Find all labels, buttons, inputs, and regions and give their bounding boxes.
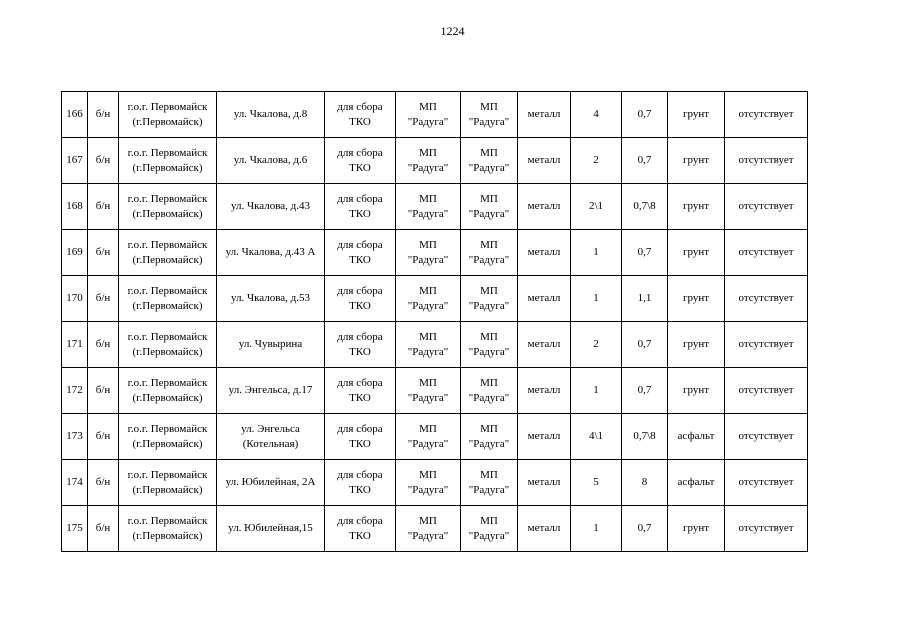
cell-municipality-line: г.о.г. Первомайск bbox=[127, 330, 208, 343]
cell-municipality bbox=[119, 230, 217, 276]
cell-container-count: 2 bbox=[571, 138, 622, 184]
cell-municipality-line: г.о.г. Первомайск bbox=[127, 422, 208, 435]
cell-material: металл bbox=[518, 230, 571, 276]
cell-material: металл bbox=[518, 138, 571, 184]
cell-purpose bbox=[325, 506, 396, 552]
cell-address-line: ул. Чувырина bbox=[238, 338, 303, 350]
cell-operator-line: "Радуга" bbox=[468, 115, 510, 128]
table-row bbox=[62, 230, 808, 276]
table-body bbox=[62, 92, 808, 552]
cell-municipality-line: г.о.г. Первомайск bbox=[127, 100, 208, 113]
cell-container-volume: 1,1 bbox=[622, 276, 668, 322]
cell-surface: грунт bbox=[668, 184, 725, 230]
cell-purpose-line: для сбора bbox=[337, 238, 383, 251]
cell-municipality bbox=[119, 414, 217, 460]
cell-operator-line: "Радуга" bbox=[468, 483, 510, 496]
cell-registry-number: б/н bbox=[88, 368, 119, 414]
cell-municipality-line: г.о.г. Первомайск bbox=[127, 238, 208, 251]
cell-operator-line: МП bbox=[480, 284, 498, 297]
cell-container-count: 2\1 bbox=[571, 184, 622, 230]
cell-owner bbox=[396, 322, 461, 368]
cell-purpose-line: для сбора bbox=[337, 376, 383, 389]
cell-municipality-line: г.о.г. Первомайск bbox=[127, 284, 208, 297]
cell-surface: грунт bbox=[668, 322, 725, 368]
cell-purpose bbox=[325, 184, 396, 230]
cell-address bbox=[217, 368, 325, 414]
cell-purpose-line: для сбора bbox=[337, 100, 383, 113]
cell-municipality-line: г.о.г. Первомайск bbox=[127, 146, 208, 159]
cell-purpose-line: ТКО bbox=[349, 437, 371, 450]
cell-purpose-line: ТКО bbox=[349, 529, 371, 542]
cell-address bbox=[217, 460, 325, 506]
cell-municipality-line: (г.Первомайск) bbox=[132, 437, 203, 450]
cell-municipality-line: (г.Первомайск) bbox=[132, 391, 203, 404]
cell-address bbox=[217, 138, 325, 184]
cell-fence: отсутствует bbox=[725, 414, 808, 460]
cell-address bbox=[217, 506, 325, 552]
cell-purpose-line: ТКО bbox=[349, 391, 371, 404]
cell-container-count: 1 bbox=[571, 230, 622, 276]
cell-container-volume: 0,7 bbox=[622, 230, 668, 276]
cell-purpose-line: для сбора bbox=[337, 422, 383, 435]
cell-container-volume: 0,7 bbox=[622, 92, 668, 138]
cell-purpose bbox=[325, 322, 396, 368]
cell-municipality-line: (г.Первомайск) bbox=[132, 299, 203, 312]
cell-operator bbox=[461, 368, 518, 414]
cell-address bbox=[217, 276, 325, 322]
cell-material: металл bbox=[518, 276, 571, 322]
table-row bbox=[62, 92, 808, 138]
cell-material: металл bbox=[518, 460, 571, 506]
cell-owner-line: "Радуга" bbox=[407, 391, 449, 404]
cell-municipality bbox=[119, 506, 217, 552]
cell-municipality-line: (г.Первомайск) bbox=[132, 253, 203, 266]
cell-number: 171 bbox=[62, 322, 88, 368]
cell-fence: отсутствует bbox=[725, 138, 808, 184]
page-number: 1224 bbox=[440, 24, 465, 38]
cell-fence: отсутствует bbox=[725, 276, 808, 322]
cell-fence: отсутствует bbox=[725, 460, 808, 506]
cell-owner bbox=[396, 414, 461, 460]
cell-operator bbox=[461, 506, 518, 552]
table-row bbox=[62, 460, 808, 506]
cell-municipality-line: г.о.г. Первомайск bbox=[127, 468, 208, 481]
cell-material: металл bbox=[518, 414, 571, 460]
cell-owner-line: МП bbox=[419, 376, 437, 389]
cell-municipality bbox=[119, 368, 217, 414]
cell-container-count: 4\1 bbox=[571, 414, 622, 460]
cell-owner-line: "Радуга" bbox=[407, 161, 449, 174]
cell-address-line: ул. Юбилейная, 2А bbox=[225, 476, 316, 488]
cell-registry-number: б/н bbox=[88, 138, 119, 184]
cell-owner bbox=[396, 276, 461, 322]
cell-number: 169 bbox=[62, 230, 88, 276]
cell-purpose-line: ТКО bbox=[349, 161, 371, 174]
table-row bbox=[62, 506, 808, 552]
cell-fence: отсутствует bbox=[725, 506, 808, 552]
cell-number: 168 bbox=[62, 184, 88, 230]
cell-owner-line: МП bbox=[419, 330, 437, 343]
cell-registry-number: б/н bbox=[88, 230, 119, 276]
cell-fence: отсутствует bbox=[725, 230, 808, 276]
cell-address-line: ул. Энгельса bbox=[241, 422, 300, 435]
cell-owner-line: "Радуга" bbox=[407, 437, 449, 450]
cell-owner-line: "Радуга" bbox=[407, 529, 449, 542]
cell-owner-line: "Радуга" bbox=[407, 345, 449, 358]
cell-number: 172 bbox=[62, 368, 88, 414]
cell-fence: отсутствует bbox=[725, 92, 808, 138]
cell-owner-line: "Радуга" bbox=[407, 115, 449, 128]
cell-purpose bbox=[325, 368, 396, 414]
table-row bbox=[62, 414, 808, 460]
table-row bbox=[62, 138, 808, 184]
cell-municipality-line: (г.Первомайск) bbox=[132, 161, 203, 174]
cell-container-volume: 0,7\8 bbox=[622, 414, 668, 460]
waste-sites-table bbox=[61, 91, 808, 552]
cell-owner-line: "Радуга" bbox=[407, 253, 449, 266]
cell-registry-number: б/н bbox=[88, 92, 119, 138]
cell-container-count: 1 bbox=[571, 506, 622, 552]
table-row bbox=[62, 276, 808, 322]
cell-operator-line: МП bbox=[480, 468, 498, 481]
cell-owner-line: МП bbox=[419, 468, 437, 481]
cell-operator bbox=[461, 322, 518, 368]
cell-owner bbox=[396, 368, 461, 414]
cell-owner-line: "Радуга" bbox=[407, 483, 449, 496]
cell-purpose-line: ТКО bbox=[349, 345, 371, 358]
cell-container-volume: 0,7\8 bbox=[622, 184, 668, 230]
cell-municipality-line: г.о.г. Первомайск bbox=[127, 192, 208, 205]
cell-operator-line: "Радуга" bbox=[468, 207, 510, 220]
cell-purpose-line: ТКО bbox=[349, 207, 371, 220]
cell-address-line: ул. Чкалова, д.8 bbox=[233, 108, 308, 120]
table-row bbox=[62, 368, 808, 414]
cell-purpose bbox=[325, 414, 396, 460]
cell-operator bbox=[461, 138, 518, 184]
cell-operator-line: "Радуга" bbox=[468, 345, 510, 358]
cell-operator-line: МП bbox=[480, 192, 498, 205]
cell-number: 175 bbox=[62, 506, 88, 552]
cell-number: 167 bbox=[62, 138, 88, 184]
cell-municipality bbox=[119, 92, 217, 138]
cell-operator-line: "Радуга" bbox=[468, 161, 510, 174]
cell-address-line: (Котельная) bbox=[242, 437, 299, 450]
cell-owner bbox=[396, 506, 461, 552]
cell-fence: отсутствует bbox=[725, 184, 808, 230]
cell-container-volume: 8 bbox=[622, 460, 668, 506]
cell-address bbox=[217, 184, 325, 230]
cell-operator bbox=[461, 230, 518, 276]
cell-operator-line: МП bbox=[480, 146, 498, 159]
cell-owner bbox=[396, 92, 461, 138]
cell-material: металл bbox=[518, 322, 571, 368]
cell-material: металл bbox=[518, 184, 571, 230]
cell-number: 166 bbox=[62, 92, 88, 138]
cell-container-volume: 0,7 bbox=[622, 138, 668, 184]
cell-operator-line: "Радуга" bbox=[468, 253, 510, 266]
cell-address-line: ул. Юбилейная,15 bbox=[228, 522, 313, 534]
cell-purpose-line: ТКО bbox=[349, 253, 371, 266]
cell-material: металл bbox=[518, 92, 571, 138]
cell-number: 170 bbox=[62, 276, 88, 322]
cell-registry-number: б/н bbox=[88, 506, 119, 552]
cell-operator-line: МП bbox=[480, 100, 498, 113]
cell-address bbox=[217, 92, 325, 138]
cell-municipality bbox=[119, 138, 217, 184]
cell-purpose-line: для сбора bbox=[337, 514, 383, 527]
cell-surface: асфальт bbox=[668, 414, 725, 460]
cell-owner-line: "Радуга" bbox=[407, 299, 449, 312]
cell-container-volume: 0,7 bbox=[622, 506, 668, 552]
cell-container-count: 2 bbox=[571, 322, 622, 368]
cell-municipality bbox=[119, 184, 217, 230]
cell-municipality-line: (г.Первомайск) bbox=[132, 207, 203, 220]
cell-address-line: ул. Чкалова, д.43 bbox=[230, 200, 311, 212]
cell-municipality-line: (г.Первомайск) bbox=[132, 529, 203, 542]
cell-owner bbox=[396, 138, 461, 184]
cell-municipality-line: (г.Первомайск) bbox=[132, 345, 203, 358]
cell-municipality-line: г.о.г. Первомайск bbox=[127, 376, 208, 389]
cell-operator bbox=[461, 276, 518, 322]
cell-address-line: ул. Чкалова, д.6 bbox=[233, 154, 308, 166]
cell-owner-line: МП bbox=[419, 192, 437, 205]
cell-operator-line: "Радуга" bbox=[468, 529, 510, 542]
cell-surface: грунт bbox=[668, 230, 725, 276]
cell-owner bbox=[396, 230, 461, 276]
cell-purpose-line: для сбора bbox=[337, 468, 383, 481]
cell-fence: отсутствует bbox=[725, 322, 808, 368]
cell-address bbox=[217, 414, 325, 460]
cell-owner-line: МП bbox=[419, 146, 437, 159]
cell-purpose bbox=[325, 460, 396, 506]
cell-number: 174 bbox=[62, 460, 88, 506]
cell-owner bbox=[396, 184, 461, 230]
cell-owner-line: МП bbox=[419, 100, 437, 113]
cell-surface: грунт bbox=[668, 506, 725, 552]
cell-purpose bbox=[325, 92, 396, 138]
cell-surface: грунт bbox=[668, 92, 725, 138]
cell-purpose bbox=[325, 138, 396, 184]
cell-container-count: 5 bbox=[571, 460, 622, 506]
cell-purpose-line: для сбора bbox=[337, 146, 383, 159]
cell-registry-number: б/н bbox=[88, 322, 119, 368]
table-row bbox=[62, 184, 808, 230]
cell-operator-line: "Радуга" bbox=[468, 391, 510, 404]
cell-operator bbox=[461, 414, 518, 460]
cell-registry-number: б/н bbox=[88, 276, 119, 322]
cell-operator-line: МП bbox=[480, 238, 498, 251]
cell-operator-line: МП bbox=[480, 422, 498, 435]
cell-purpose-line: для сбора bbox=[337, 192, 383, 205]
cell-surface: грунт bbox=[668, 276, 725, 322]
cell-surface: грунт bbox=[668, 368, 725, 414]
cell-registry-number: б/н bbox=[88, 184, 119, 230]
cell-operator-line: "Радуга" bbox=[468, 299, 510, 312]
cell-operator bbox=[461, 184, 518, 230]
cell-registry-number: б/н bbox=[88, 414, 119, 460]
cell-purpose-line: для сбора bbox=[337, 330, 383, 343]
cell-operator bbox=[461, 460, 518, 506]
cell-operator-line: МП bbox=[480, 514, 498, 527]
cell-container-volume: 0,7 bbox=[622, 322, 668, 368]
cell-operator-line: МП bbox=[480, 376, 498, 389]
cell-owner-line: МП bbox=[419, 514, 437, 527]
cell-operator-line: "Радуга" bbox=[468, 437, 510, 450]
cell-address-line: ул. Чкалова, д.43 А bbox=[225, 246, 316, 258]
cell-container-volume: 0,7 bbox=[622, 368, 668, 414]
cell-number: 173 bbox=[62, 414, 88, 460]
cell-address bbox=[217, 322, 325, 368]
cell-address bbox=[217, 230, 325, 276]
cell-material: металл bbox=[518, 368, 571, 414]
cell-purpose-line: ТКО bbox=[349, 483, 371, 496]
cell-municipality bbox=[119, 322, 217, 368]
cell-municipality-line: (г.Первомайск) bbox=[132, 115, 203, 128]
cell-purpose-line: для сбора bbox=[337, 284, 383, 297]
cell-container-count: 1 bbox=[571, 368, 622, 414]
cell-surface: грунт bbox=[668, 138, 725, 184]
cell-material: металл bbox=[518, 506, 571, 552]
cell-container-count: 1 bbox=[571, 276, 622, 322]
cell-municipality-line: г.о.г. Первомайск bbox=[127, 514, 208, 527]
cell-purpose-line: ТКО bbox=[349, 299, 371, 312]
table-row bbox=[62, 322, 808, 368]
cell-address-line: ул. Энгельса, д.17 bbox=[228, 384, 313, 396]
cell-owner bbox=[396, 460, 461, 506]
cell-purpose bbox=[325, 276, 396, 322]
cell-operator-line: МП bbox=[480, 330, 498, 343]
cell-fence: отсутствует bbox=[725, 368, 808, 414]
cell-municipality bbox=[119, 276, 217, 322]
cell-owner-line: МП bbox=[419, 238, 437, 251]
cell-surface: асфальт bbox=[668, 460, 725, 506]
cell-municipality-line: (г.Первомайск) bbox=[132, 483, 203, 496]
cell-owner-line: "Радуга" bbox=[407, 207, 449, 220]
cell-purpose-line: ТКО bbox=[349, 115, 371, 128]
cell-purpose bbox=[325, 230, 396, 276]
cell-container-count: 4 bbox=[571, 92, 622, 138]
cell-municipality bbox=[119, 460, 217, 506]
cell-address-line: ул. Чкалова, д.53 bbox=[230, 292, 311, 304]
cell-owner-line: МП bbox=[419, 284, 437, 297]
cell-owner-line: МП bbox=[419, 422, 437, 435]
cell-registry-number: б/н bbox=[88, 460, 119, 506]
cell-operator bbox=[461, 92, 518, 138]
